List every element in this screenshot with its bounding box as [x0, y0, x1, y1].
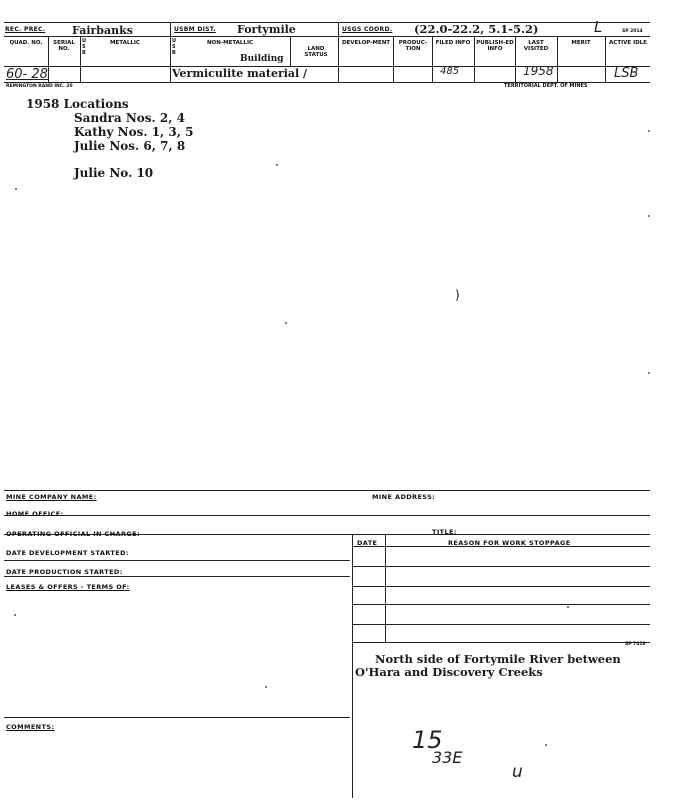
usb-letters-nonmetallic: U S B [172, 38, 177, 56]
speck [648, 130, 650, 132]
printer-note: REMINGTON RAND INC. 20 [6, 84, 73, 89]
col-nonmetallic: NON-METALLIC [206, 40, 254, 46]
col-serial-no: SERIAL NO. [53, 40, 75, 52]
rec-prec-label: REC. PREC. [5, 26, 46, 33]
location-line: Sandra Nos. 2, 4 [74, 111, 185, 125]
speck [545, 744, 547, 746]
reason-column-label: REASON FOR WORK STOPPAGE [448, 539, 571, 547]
operating-official-label: OPERATING OFFICIAL IN CHARGE: [6, 530, 140, 538]
usgs-coord-label: USGS COORD. [342, 26, 393, 33]
handwritten-note: u [512, 762, 523, 782]
speck [265, 686, 267, 688]
location-line: Julie No. 10 [74, 166, 154, 180]
col-active-idle: ACTIVE IDLE [609, 40, 647, 46]
location-description-line1: North side of Fortymile River between [375, 652, 621, 666]
col-metallic: METALLIC [110, 40, 140, 46]
stray-mark: ) [455, 288, 460, 302]
usb-letters-metallic: U S B [82, 38, 87, 56]
commodity-line2: Vermiculite material / [172, 67, 308, 80]
quad-value: 60- 28 [6, 67, 48, 82]
rec-prec-value: Fairbanks [72, 24, 133, 37]
prod-started-label: DATE PRODUCTION STARTED: [6, 568, 123, 576]
col-last-visited: LAST VISITED [523, 40, 549, 52]
location-line: Kathy Nos. 1, 3, 5 [74, 125, 194, 139]
filed-info-value: 485 [440, 66, 460, 77]
speck [285, 322, 287, 324]
form-number: SP 2014 [622, 29, 643, 34]
handwritten-note: 33E [432, 748, 463, 767]
last-visited-value: 1958 [523, 64, 554, 78]
mine-company-label: MINE COMPANY NAME: [6, 493, 97, 501]
usgs-coord-value: (22.0-22.2, 5.1-5.2) [414, 22, 539, 36]
location-description-line2: O'Hara and Discovery Creeks [355, 665, 543, 679]
col-development: DEVELOP-MENT [341, 40, 391, 46]
locations-year-heading: 1958 Locations [26, 97, 129, 111]
home-office-label: HOME OFFICE: [6, 510, 64, 518]
speck [648, 372, 650, 374]
commodity-line1: Building [240, 54, 284, 64]
dev-started-label: DATE DEVELOPMENT STARTED: [6, 549, 129, 557]
col-production: PRODUC-TION [398, 40, 428, 52]
usbm-dist-value: Fortymile [237, 23, 296, 36]
col-filed-info: FILED INFO [435, 40, 471, 46]
speck [15, 188, 17, 190]
small-form-number: SP 7418 [625, 642, 646, 647]
date-column-label: DATE [357, 539, 378, 547]
location-line: Julie Nos. 6, 7, 8 [74, 139, 186, 153]
leases-label: LEASES & OFFERS - TERMS OF: [6, 583, 130, 591]
handwritten-note: 15 [412, 726, 443, 754]
col-published-info: PUBLISH-ED INFO [476, 40, 514, 52]
col-quad-no: QUAD. NO. [9, 40, 43, 46]
territorial-dept: TERRITORIAL DEPT. OF MINES [504, 83, 588, 89]
speck [648, 215, 650, 217]
col-land-status: LAND STATUS [304, 46, 328, 58]
speck [276, 164, 278, 166]
comments-label: COMMENTS: [6, 723, 55, 731]
mine-address-label: MINE ADDRESS: [372, 493, 436, 501]
title-label: TITLE: [432, 528, 457, 536]
corner-check-mark: L [594, 18, 603, 36]
speck [14, 614, 16, 616]
speck [567, 606, 569, 608]
col-merit: MERIT [571, 40, 591, 46]
usbm-dist-label: USBM DIST. [174, 26, 216, 33]
active-idle-value: LSB [614, 66, 639, 81]
